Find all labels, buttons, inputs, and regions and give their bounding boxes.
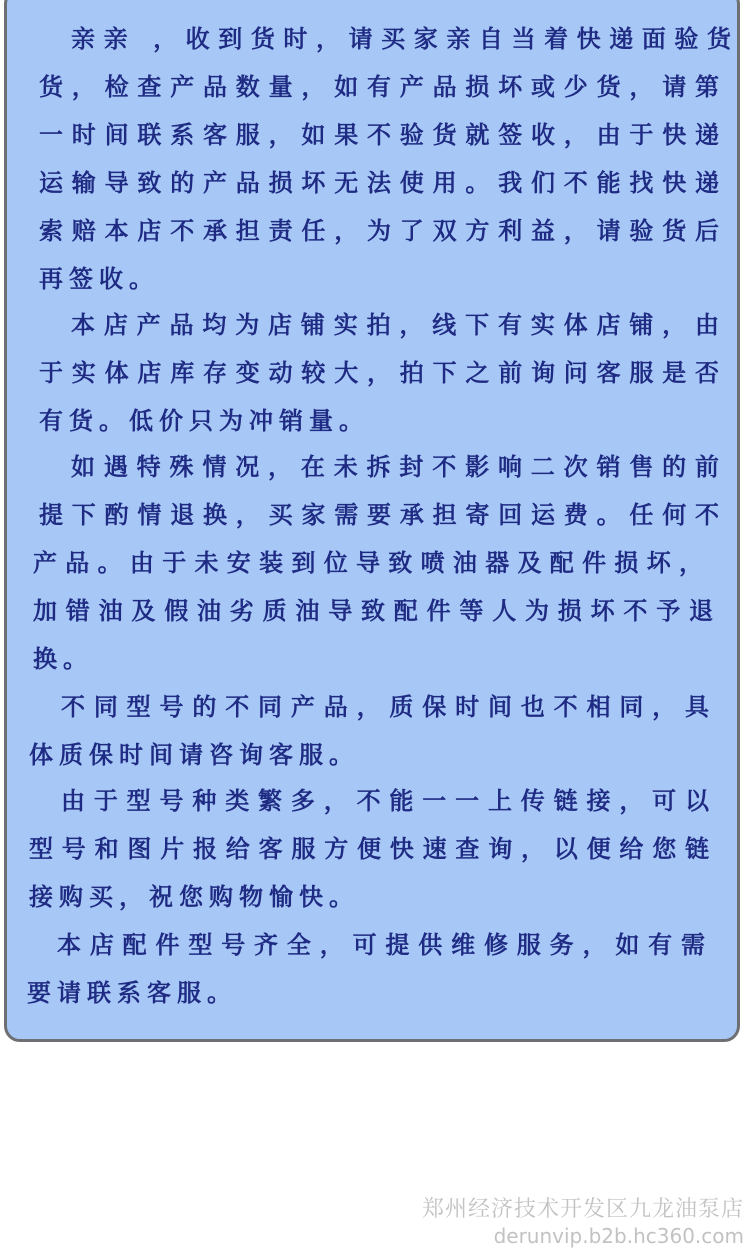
notice-line: 体质保时间请咨询客服。 bbox=[29, 741, 359, 769]
notice-line: 不同型号的不同产品，质保时间也不相同，具 bbox=[61, 693, 709, 721]
notice-line: 一时间联系客服，如果不验货就签收，由于快递 bbox=[39, 121, 719, 149]
notice-box bbox=[4, 0, 740, 1042]
notice-line: 运输导致的产品损坏无法使用。我们不能找快递 bbox=[39, 169, 719, 197]
notice-line: 提下酌情退换，买家需要承担寄回运费。任何不 bbox=[39, 501, 719, 529]
watermark-url: derunvip.b2b.hc360.com bbox=[493, 1224, 744, 1248]
notice-line: 接购买，祝您购物愉快。 bbox=[29, 883, 359, 911]
notice-line: 本店产品均为店铺实拍，线下有实体店铺，由 bbox=[71, 311, 719, 339]
notice-line: 换。 bbox=[33, 645, 93, 673]
notice-line: 索赔本店不承担责任，为了双方利益，请验货后 bbox=[39, 217, 719, 245]
notice-line: 加错油及假油劣质油导致配件等人为损坏不予退 bbox=[33, 597, 713, 625]
notice-line: 再签收。 bbox=[39, 265, 159, 293]
notice-line: 本店配件型号齐全，可提供维修服务，如有需 bbox=[57, 931, 705, 959]
watermark-store-name: 郑州经济技术开发区九龙油泵店 bbox=[421, 1197, 744, 1222]
notice-line: 型号和图片报给客服方便快速查询，以便给您链 bbox=[29, 835, 709, 863]
notice-line: 要请联系客服。 bbox=[27, 979, 237, 1007]
store-watermark bbox=[422, 1196, 744, 1248]
notice-line: 货，检查产品数量，如有产品损坏或少货，请第 bbox=[39, 73, 719, 101]
notice-line: 亲亲 ，收到货时，请买家亲自当着快递面验货 bbox=[71, 25, 731, 53]
notice-line: 由于型号种类繁多，不能一一上传链接，可以 bbox=[61, 787, 709, 815]
notice-line: 有货。低价只为冲销量。 bbox=[39, 407, 369, 435]
notice-line: 于实体店库存变动较大，拍下之前询问客服是否 bbox=[39, 359, 719, 387]
notice-line: 产品。由于未安装到位导致喷油器及配件损坏， bbox=[33, 549, 703, 577]
notice-line: 如遇特殊情况，在未拆封不影响二次销售的前 bbox=[71, 453, 719, 481]
